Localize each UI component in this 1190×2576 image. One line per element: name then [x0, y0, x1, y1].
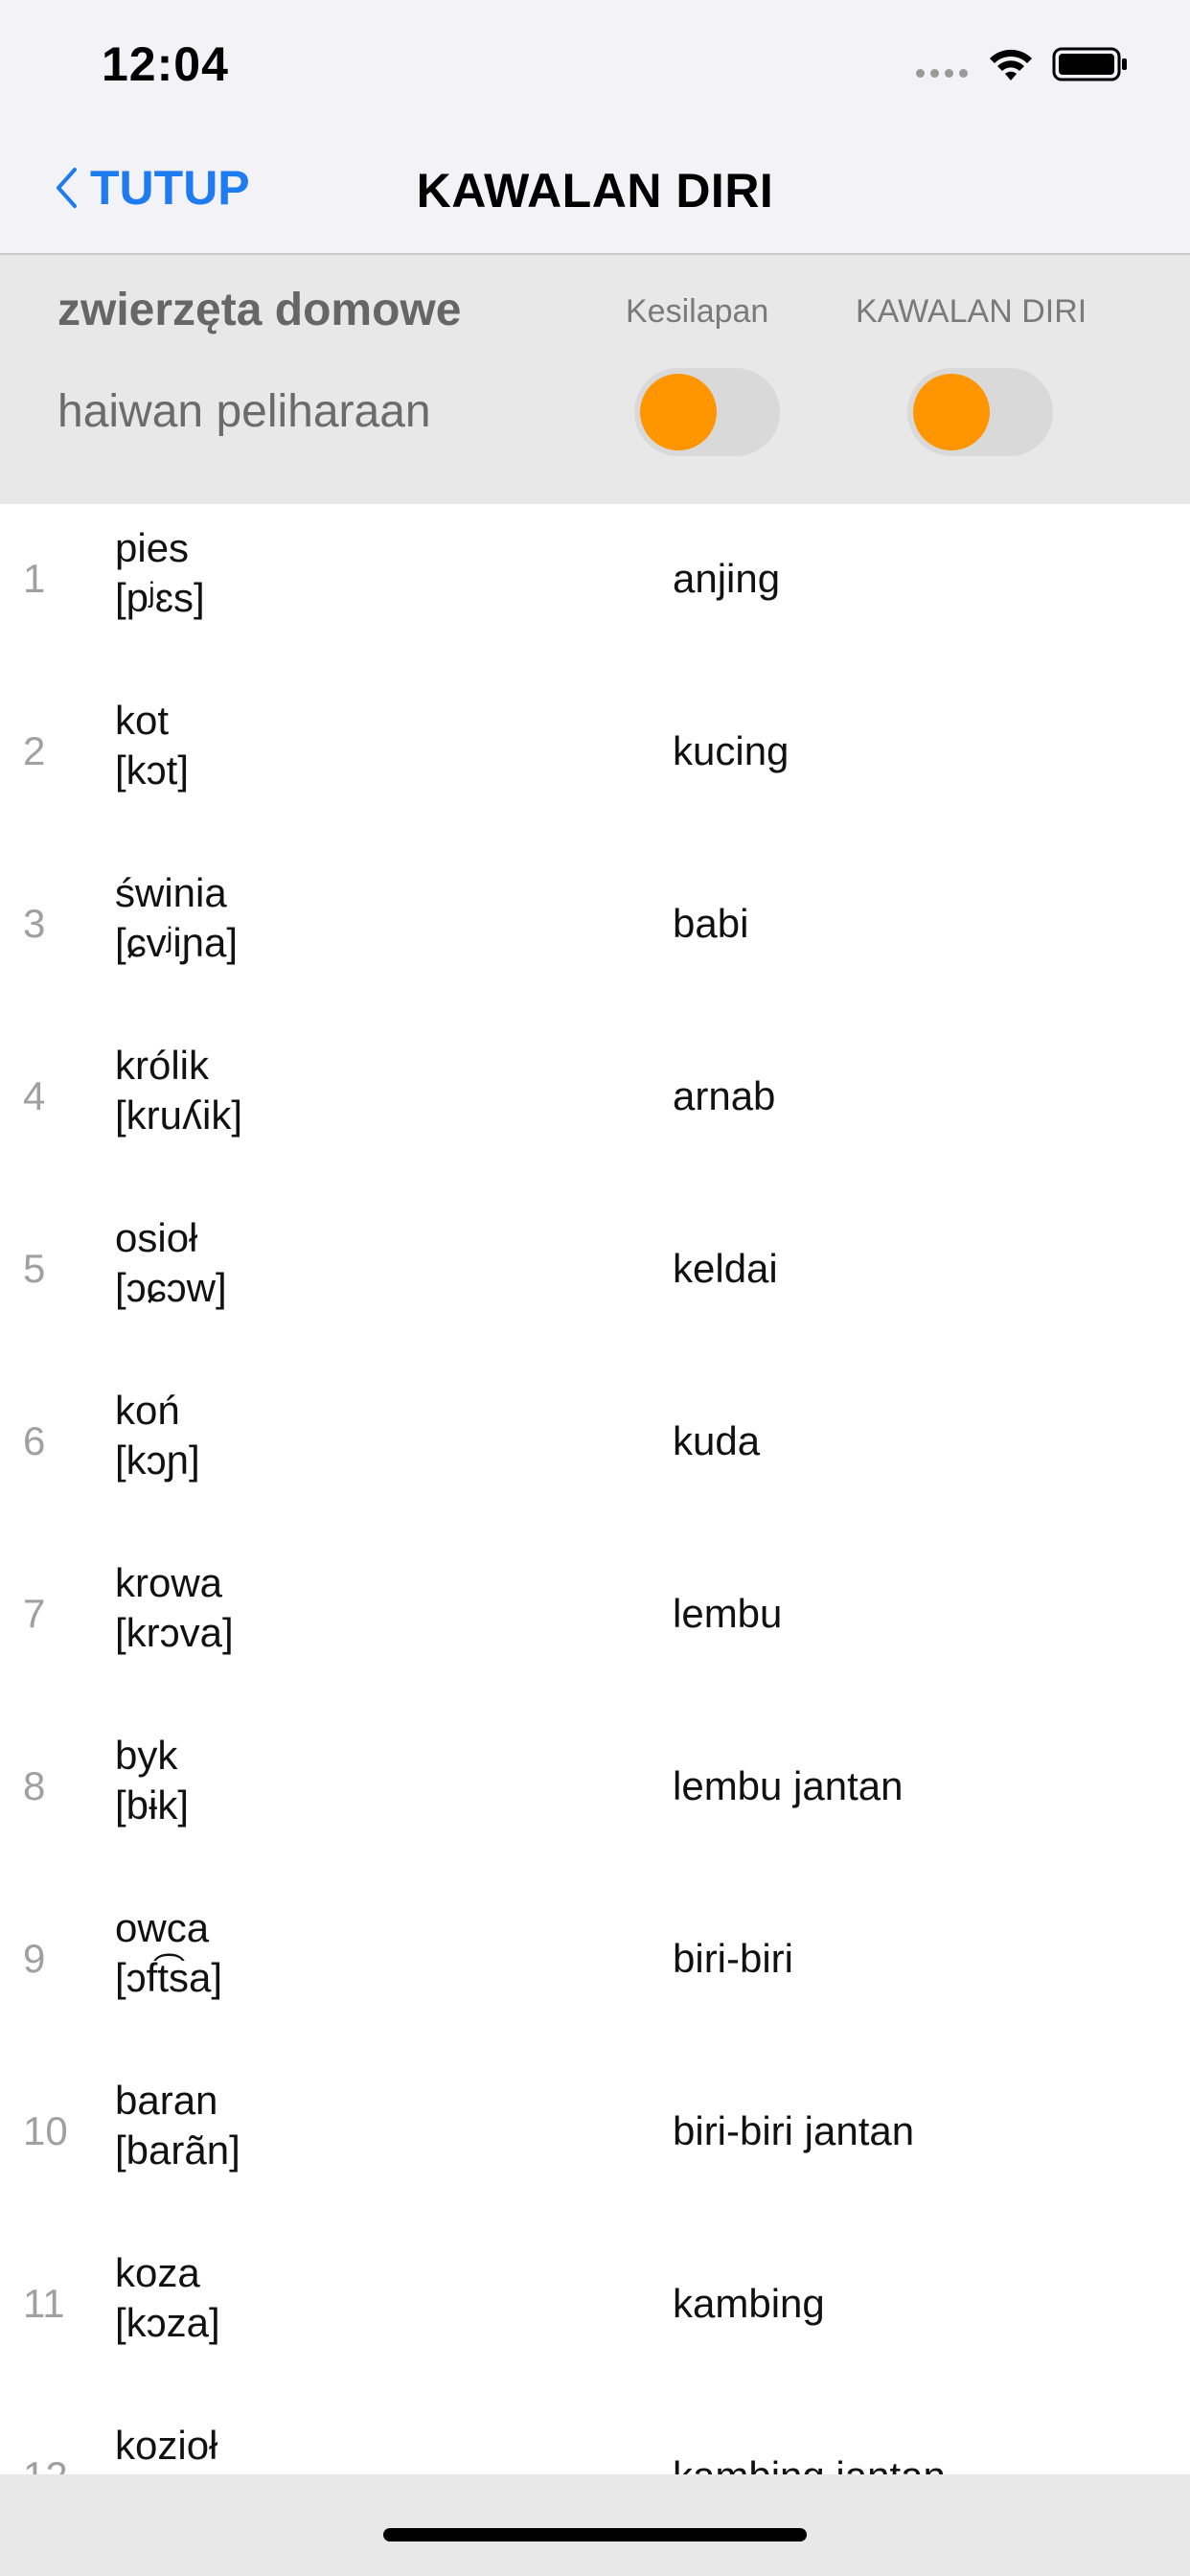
row-pronunciation: [bɨk]: [115, 1782, 190, 1828]
row-word: pies: [115, 525, 190, 570]
row-translation: kucing: [673, 728, 790, 773]
list-item[interactable]: [0, 677, 1190, 849]
row-pronunciation: [krɔva]: [115, 1610, 234, 1655]
mistakes-toggle[interactable]: [634, 368, 780, 456]
row-pronunciation: [ɔɕɔw]: [115, 1265, 227, 1310]
row-translation: arnab: [673, 1073, 776, 1118]
row-index: 1: [23, 556, 46, 601]
mistakes-toggle-label: Kesilapan: [626, 293, 769, 330]
row-word: krowa: [115, 1560, 223, 1605]
status-bar: [0, 0, 1190, 125]
row-word: świnia: [115, 870, 227, 915]
list-item[interactable]: [0, 1022, 1190, 1194]
home-indicator[interactable]: [383, 2528, 807, 2542]
row-word: byk: [115, 1733, 178, 1778]
row-pronunciation: [kruʎik]: [115, 1092, 243, 1138]
row-index: 7: [23, 1591, 46, 1636]
list-item[interactable]: [0, 2057, 1190, 2229]
list-item[interactable]: [0, 1884, 1190, 2057]
self-control-toggle-label: KAWALAN DIRI: [856, 293, 1087, 330]
row-word: osioł: [115, 1215, 198, 1260]
row-index: 4: [23, 1073, 46, 1118]
word-list: [0, 504, 1190, 2474]
row-translation: anjing: [673, 556, 781, 601]
toggle-knob: [913, 374, 990, 450]
row-translation: babi: [673, 901, 749, 946]
row-word: koń: [115, 1388, 180, 1433]
row-pronunciation: [kɔza]: [115, 2300, 220, 2345]
list-item[interactable]: [0, 849, 1190, 1022]
row-index: 6: [23, 1418, 46, 1463]
row-word: kot: [115, 698, 170, 743]
row-word: owca: [115, 1905, 210, 1950]
row-translation: biri-biri jantan: [673, 2108, 915, 2153]
row-index: 2: [23, 728, 46, 773]
toggle-knob: [640, 374, 717, 450]
row-pronunciation: [kɔɲ]: [115, 1438, 200, 1483]
row-index: 8: [23, 1763, 46, 1808]
row-word: kozioł: [115, 2423, 218, 2468]
row-word: koza: [115, 2250, 200, 2295]
list-item[interactable]: [0, 1539, 1190, 1712]
list-item[interactable]: [0, 2229, 1190, 2402]
row-translation: lembu: [673, 1591, 783, 1636]
row-translation: lembu jantan: [673, 1763, 904, 1808]
row-index: 10: [23, 2108, 68, 2153]
home-indicator-area: [0, 2474, 1190, 2576]
back-button-label: TUTUP: [90, 161, 250, 215]
row-translation: keldai: [673, 1246, 778, 1291]
list-header-panel: [0, 255, 1190, 504]
list-item[interactable]: [0, 1712, 1190, 1884]
self-control-toggle[interactable]: [907, 368, 1053, 456]
row-pronunciation: [ɕvʲiɲa]: [115, 920, 239, 965]
list-item[interactable]: [0, 504, 1190, 677]
row-index: 11: [23, 2281, 65, 2326]
row-index: 5: [23, 1246, 46, 1291]
row-pronunciation: [pʲɛs]: [115, 575, 205, 620]
row-translation: kambing: [673, 2281, 825, 2326]
status-time: 12:04: [102, 37, 229, 91]
list-item[interactable]: [0, 1194, 1190, 1367]
row-pronunciation: [ɔft͡sa]: [115, 1955, 223, 2000]
row-word: królik: [115, 1043, 210, 1088]
row-pronunciation: [kɔt]: [115, 748, 190, 793]
row-index: 3: [23, 901, 46, 946]
wifi-icon: [987, 44, 1035, 82]
row-word: baran: [115, 2078, 218, 2123]
list-item[interactable]: [0, 1367, 1190, 1539]
page-title: KAWALAN DIRI: [416, 164, 774, 218]
row-pronunciation: [barãn]: [115, 2128, 240, 2173]
row-translation: biri-biri: [673, 1936, 793, 1981]
row-index: 9: [23, 1936, 46, 1981]
source-language-title: zwierzęta domowe: [57, 285, 462, 335]
row-translation: kuda: [673, 1418, 761, 1463]
translation-subtitle: haiwan peliharaan: [57, 386, 431, 437]
battery-icon: [1052, 46, 1129, 82]
navigation-bar: [0, 125, 1190, 255]
cellular-signal-icon: [916, 69, 968, 78]
